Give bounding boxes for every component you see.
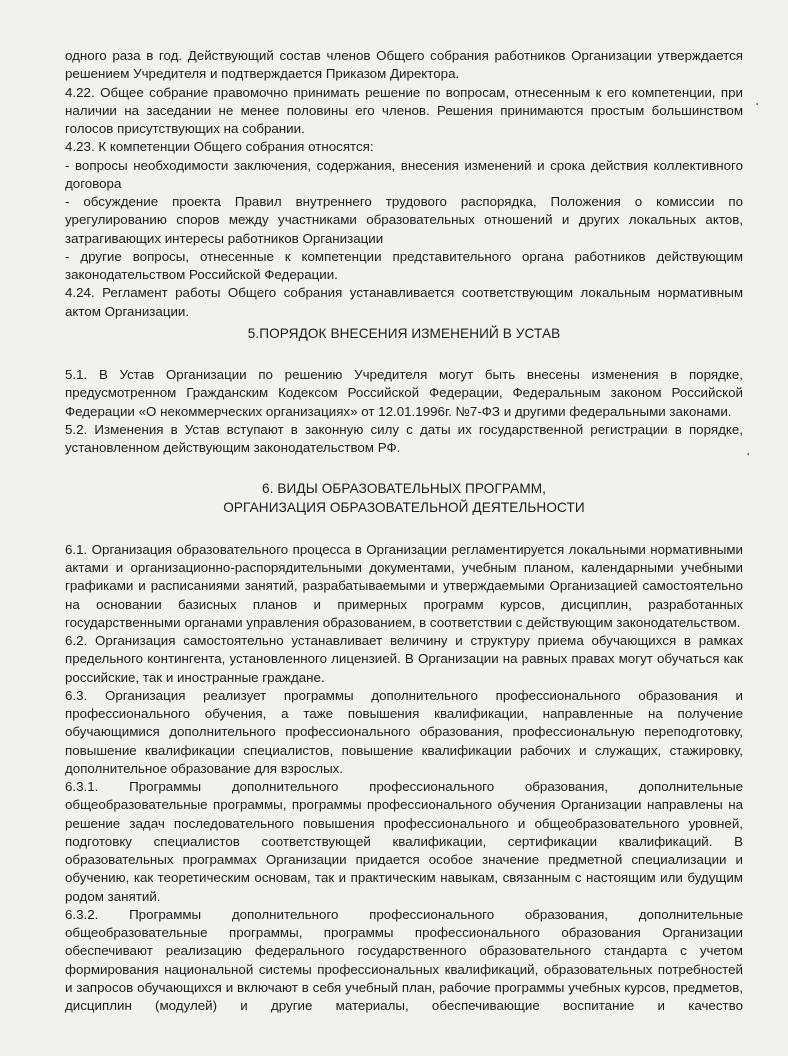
list-item-collective-agreement: - вопросы необходимости заключения, содержания, внесения изменений и срока действия коллективного договора [65,157,743,191]
paragraph-6-2: 6.2. Организация самостоятельно устанавливает величину и структуру приема обучающихся в рамках предельного контингента, установленного лицензией. В Организации на равных правах могут обучаться как российские, так и иностранные граждане. [65,633,743,685]
paragraph-5-2: 5.2. Изменения в Устав вступают в законную силу с даты их государственной регистрации в порядке, установленном действующим законодательством РФ. [65,421,743,455]
section-5-heading: 5.ПОРЯДОК ВНЕСЕНИЯ ИЗМЕНЕНИЙ В УСТАВ [247,325,561,341]
list-item-internal-rules: - обсуждение проекта Правил внутреннего трудового распорядка, Положения о комиссии по урегулированию споров между участниками образовательных отношений и других локальных актов, затрагивающих интересы работников Организации [65,194,743,246]
paragraph-6-3-1: 6.3.1. Программы дополнительного профессионального образования, дополнительные общеобразовательные программы, программы профессионального обучения Организации направлены на решение задач последовательного повышения профессионального и общеобразовательного уровней, подготовку специалистов соответствующей квалификации, сертификации квалификаций. В образовательных программах Организации придается особое значение предметной специализации и обучению, как теоретическим основам, так и практическим навыкам, связанным с настоящим или будущим родом занятий. [65,779,743,904]
paragraph-4-23: 4.23. К компетенции Общего собрания относятся: [65,139,374,155]
paragraph-6-1: 6.1. Организация образовательного процесса в Организации регламентируется локальными нормативными актами и организационно-распорядительными документами, учебным планом, календарными учебными графиками и расписаниями занятий, разрабатываемыми и утверждаемыми Организацией самостоятельно на основании базисных планов и примерных программ курсов, дисциплин, разработанных государственными органами управления образованием, в соответствии с действующим законодательством. [65,541,743,630]
section-6-heading [65,480,743,517]
scan-speck-mark: · [746,447,751,463]
list-item-other-questions: - другие вопросы, отнесенные к компетенции представительного органа работников действующим законодательством Российской Федерации. [65,248,743,282]
paragraph-membership: одного раза в год. Действующий состав членов Общего собрания работников Организации утверждается решением Учредителя и подтверждается Приказом Директора. [65,48,743,82]
paragraph-4-22: 4.22. Общее собрание правомочно принимать решение по вопросам, отнесенным к его компетенции, при наличии на заседании не менее половины его членов. Решения принимаются простым большинством голосов присутствующих на собрании. [65,84,743,136]
section-6-heading-line2: ОРГАНИЗАЦИЯ ОБРАЗОВАТЕЛЬНОЙ ДЕЯТЕЛЬНОСТИ [223,499,585,515]
document-body [65,47,743,1015]
paragraph-5-1: 5.1. В Устав Организации по решению Учредителя могут быть внесены изменения в порядке, предусмотренном Гражданским Кодексом Российской Федерации, Федеральным законом Российской Федерации «О некоммерческих организациях» от 12.01.1996г. №7-ФЗ и другими федеральными законами. [65,367,743,419]
paragraph-4-24: 4.24. Регламент работы Общего собрания устанавливается соответствующим локальным нормативным актом Организации. [65,285,743,319]
paragraph-6-3-2: 6.3.2. Программы дополнительного профессионального образования, дополнительные общеобразовательные программы, программы профессионального образования Организации обеспечивают реализацию федерального государственного образовательного стандарта с учетом формирования национальной системы профессиональных квалификаций, образовательных потребностей и запросов обучающихся и включают в себя учебный план, рабочие программы учебных курсов, предметов, дисциплин (модулей) и другие материалы, обеспечивающие воспитание и качество [65,906,743,1013]
section-6-heading-line1: 6. ВИДЫ ОБРАЗОВАТЕЛЬНЫХ ПРОГРАММ, [261,481,547,497]
scan-speck-mark: · [755,97,760,113]
paragraph-6-3: 6.3. Организация реализует программы дополнительного профессионального образования и профессионального обучения, а таже повышения квалификации, направленные на получение обучающимися дополнительного профессионального образования, профессиональную переподготовку, повышение квалификации специалистов, повышение квалификации рабочих и служащих, стажировку, дополнительное образование для взрослых. [65,687,743,776]
